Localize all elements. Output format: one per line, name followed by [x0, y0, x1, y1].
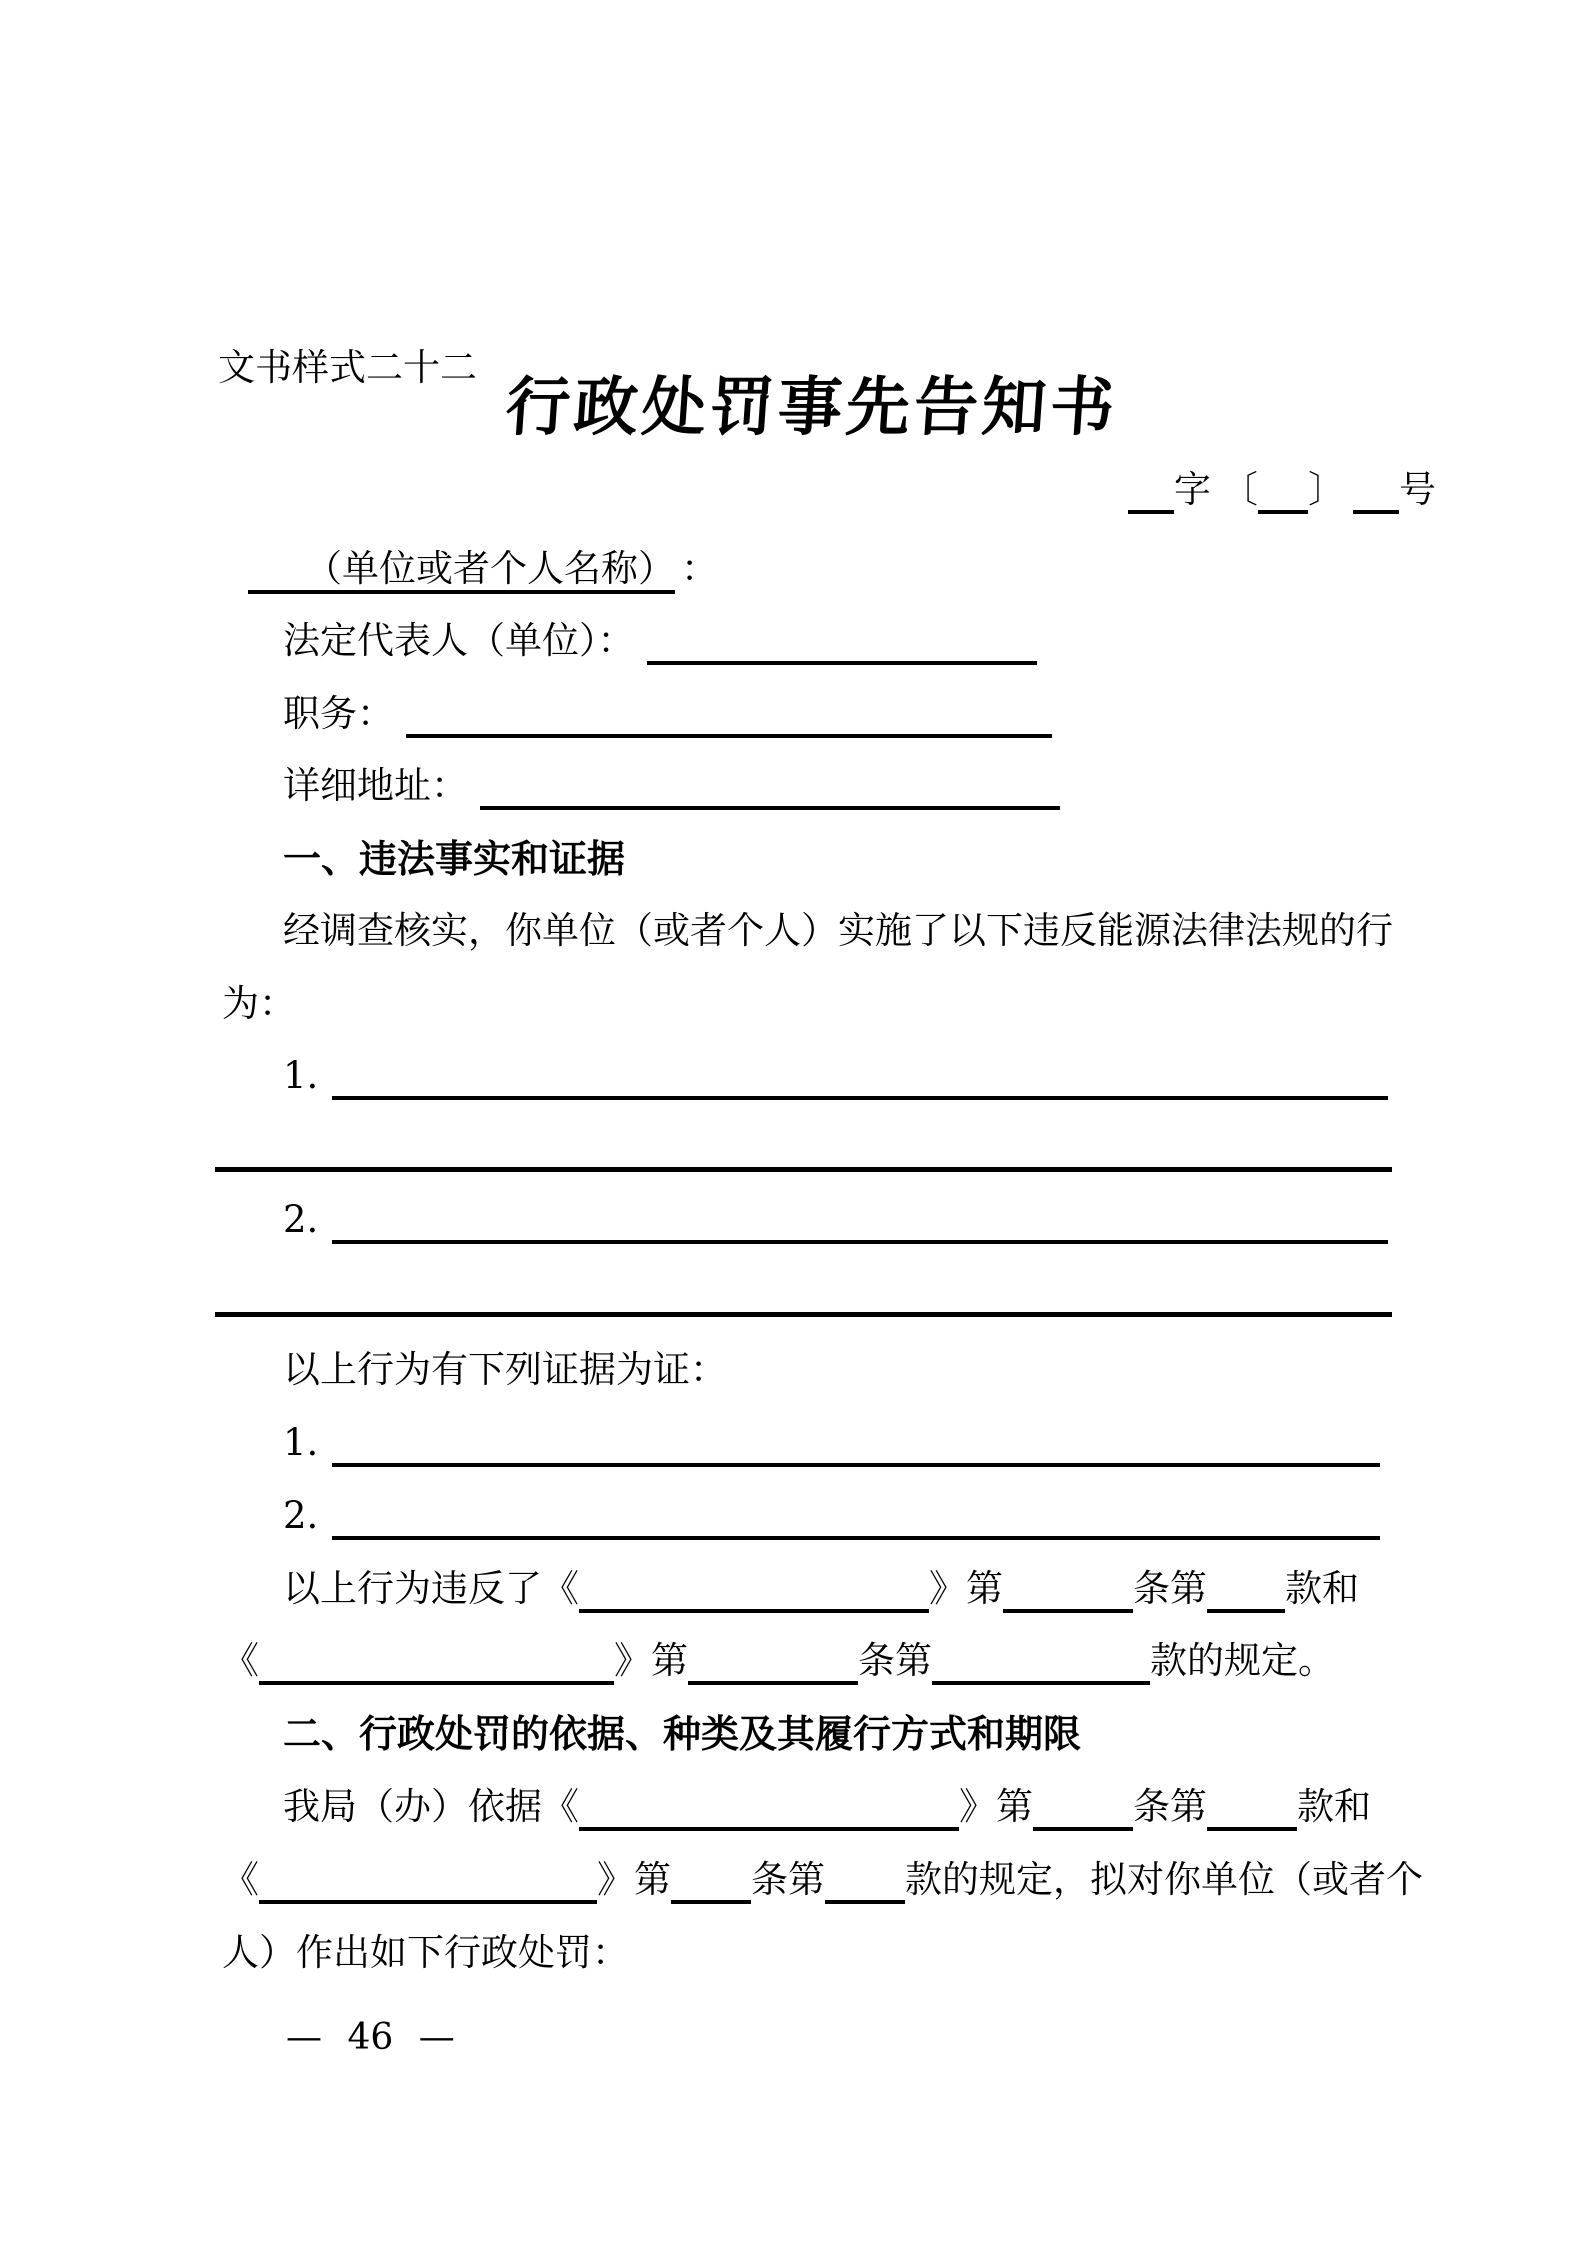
violation2-article-blank: [688, 1641, 858, 1685]
fact-item-2-continuation-line: [215, 1312, 1392, 1317]
recipient-name-label: （单位或者个人名称）: [305, 547, 675, 590]
fact-item-1-continuation-line: [215, 1167, 1392, 1172]
basis-line-1: [222, 1783, 1371, 1831]
legal-rep-label: 法定代表人（单位）：: [283, 619, 635, 662]
evidence-item-1-blank: [332, 1423, 1380, 1467]
basis2-rest: 款的规定，拟对你单位（或者个: [905, 1858, 1423, 1901]
basis-line-2: [222, 1856, 1423, 1904]
violation-law-name-blank: [579, 1569, 929, 1613]
violation-book-close: 》第: [929, 1567, 1003, 1610]
address-blank: [480, 766, 1060, 810]
violation2-law-name-blank: [259, 1641, 614, 1685]
basis2-law-name-blank: [259, 1860, 597, 1904]
fact-item-2-blank: [332, 1200, 1388, 1244]
section1-intro-line2: 为：: [222, 982, 296, 1025]
doc-number-line: [1128, 466, 1436, 514]
basis2-book-close: 》第: [597, 1858, 671, 1901]
evidence-item-2: [222, 1492, 1380, 1540]
section2-heading: 二、行政处罚的依据、种类及其履行方式和期限: [283, 1712, 1082, 1756]
doc-number-year-blank: [1258, 470, 1308, 514]
evidence-item-1-number: 1.: [283, 1421, 319, 1464]
basis-line-3: 人）作出如下行政处罚：: [222, 1931, 629, 1974]
violation-pre: 以上行为违反了: [283, 1567, 542, 1610]
fact-item-2-number: 2.: [283, 1198, 319, 1241]
violation-kuan-he: 款和: [1285, 1567, 1359, 1610]
basis-clause-blank: [1207, 1787, 1297, 1831]
basis-tiao: 条第: [1133, 1785, 1207, 1828]
doc-title: 行政处罚事先告知书: [502, 370, 1121, 445]
doc-number-bracket-close: 〕: [1308, 468, 1345, 511]
basis-kuan-he: 款和: [1297, 1785, 1371, 1828]
evidence-intro: 以上行为有下列证据为证：: [283, 1348, 727, 1391]
fact-item-1-number: 1.: [283, 1054, 319, 1097]
basis2-book-open: 《: [222, 1858, 259, 1901]
fact-item-1-blank: [332, 1056, 1388, 1100]
basis2-clause-blank: [825, 1860, 905, 1904]
section1-intro-line1: 经调查核实，你单位（或者个人）实施了以下违反能源法律法规的行: [283, 909, 1393, 952]
doc-number-bracket-open: 〔: [1221, 468, 1258, 511]
violation-book-open: 《: [542, 1567, 579, 1610]
violation-line-2: [222, 1637, 1335, 1685]
basis-pre: 我局（办）依据: [283, 1785, 542, 1828]
legal-rep-line: [222, 617, 1037, 665]
evidence-item-2-blank: [332, 1496, 1380, 1540]
doc-style-label: 文书样式二十二: [218, 346, 477, 389]
duty-label: 职务：: [283, 692, 394, 735]
violation2-clause-blank: [932, 1641, 1150, 1685]
duty-blank: [406, 694, 1052, 738]
evidence-item-1: [222, 1419, 1380, 1467]
legal-rep-blank: [647, 621, 1037, 665]
basis-book-open: 《: [542, 1785, 579, 1828]
page-number: — 46 —: [286, 2017, 455, 2058]
basis2-tiao: 条第: [751, 1858, 825, 1901]
fact-item-1: [222, 1052, 1388, 1100]
basis-book-close: 》第: [959, 1785, 1033, 1828]
doc-number-serial-blank: [1353, 470, 1399, 514]
doc-number-prefix-blank: [1128, 470, 1174, 514]
violation2-ending: 款的规定。: [1150, 1639, 1335, 1682]
basis2-article-blank: [671, 1860, 751, 1904]
basis-article-blank: [1033, 1787, 1133, 1831]
duty-line: [222, 690, 1052, 738]
recipient-name-blank: [248, 555, 305, 595]
recipient-name-colon: ：: [681, 547, 718, 590]
address-label: 详细地址：: [283, 764, 468, 807]
violation2-tiao: 条第: [858, 1639, 932, 1682]
violation-line-1: [222, 1565, 1359, 1613]
violation-tiao: 条第: [1133, 1567, 1207, 1610]
doc-number-zi: 字: [1174, 468, 1211, 511]
recipient-name-line: [248, 545, 718, 595]
section1-heading: 一、违法事实和证据: [283, 837, 626, 881]
violation-clause-blank: [1207, 1569, 1285, 1613]
recipient-name-underlined: [248, 547, 675, 594]
address-line: [222, 762, 1060, 810]
basis-law-name-blank: [579, 1787, 959, 1831]
doc-number-hao: 号: [1399, 468, 1436, 511]
violation2-book-close: 》第: [614, 1639, 688, 1682]
violation2-book-open: 《: [222, 1639, 259, 1682]
violation-article-blank: [1003, 1569, 1133, 1613]
evidence-item-2-number: 2.: [283, 1494, 319, 1537]
fact-item-2: [222, 1196, 1388, 1244]
